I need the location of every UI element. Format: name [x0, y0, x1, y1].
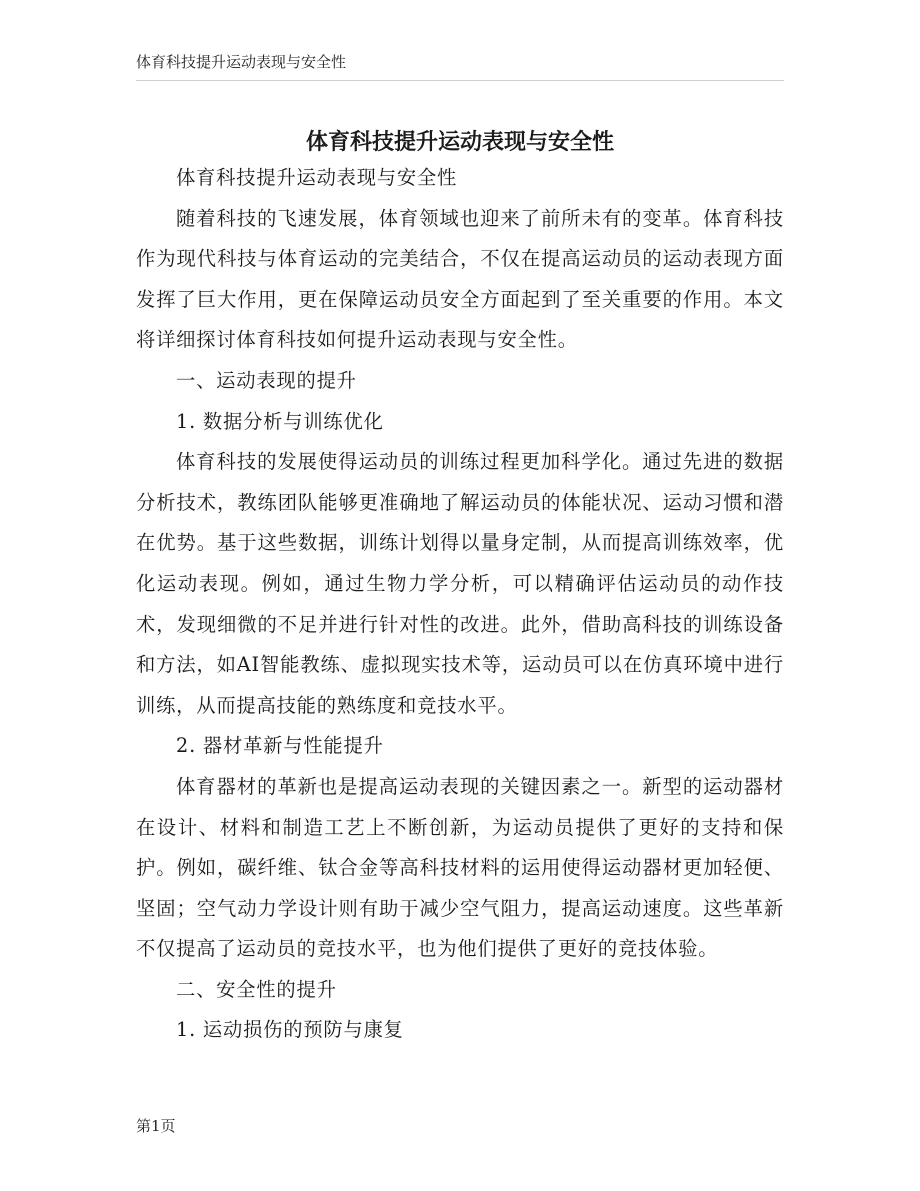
section-heading-safety: 二、安全性的提升 — [176, 977, 337, 1001]
header-divider — [136, 80, 784, 81]
document-title: 体育科技提升运动表现与安全性 — [305, 128, 614, 155]
subsection-heading-data-analysis: 1. 数据分析与训练优化 — [176, 409, 384, 433]
intro-paragraph: 随着科技的飞速发展，体育领域也迎来了前所未有的变革。体育科技作为现代科技与体育运动的完美结合，不仅在提高运动员的运动表现方面发挥了巨大作用，更在保障运动员安全方面起到了至关重要的作用。本文将详细探讨体育科技如何提升运动表现与安全性。 — [136, 206, 784, 352]
equipment-paragraph: 体育器材的革新也是提高运动表现的关键因素之一。新型的运动器材在设计、材料和制造工艺上不断创新，为运动员提供了更好的支持和保护。例如，碳纤维、钛合金等高科技材料的运用使得运动器材更加轻便、坚固；空气动力学设计则有助于减少空气阻力，提高运动速度。这些革新不仅提高了运动员的竞技水平，也为他们提供了更好的竞技体验。 — [136, 774, 784, 961]
data-analysis-paragraph: 体育科技的发展使得运动员的训练过程更加科学化。通过先进的数据分析技术，教练团队能够更准确地了解运动员的体能状况、运动习惯和潜在优势。基于这些数据，训练计划得以量身定制，从而提高训练效率，优化运动表现。例如，通过生物力学分析，可以精确评估运动员的动作技术，发现细微的不足并进行针对性的改进。此外，借助高科技的训练设备和方法，如AI智能教练、虚拟现实技术等，运动员可以在仿真环境中进行训练，从而提高技能的熟练度和竞技水平。 — [136, 450, 784, 717]
page-number: 第1页 — [136, 1117, 176, 1135]
subsection-heading-injury: 1. 运动损伤的预防与康复 — [176, 1018, 404, 1042]
subtitle-paragraph: 体育科技提升运动表现与安全性 — [176, 166, 458, 189]
section-heading-performance: 一、运动表现的提升 — [176, 368, 357, 392]
document-body — [136, 158, 784, 1051]
subsection-heading-equipment: 2. 器材革新与性能提升 — [176, 734, 384, 758]
running-header: 体育科技提升运动表现与安全性 — [136, 53, 347, 71]
